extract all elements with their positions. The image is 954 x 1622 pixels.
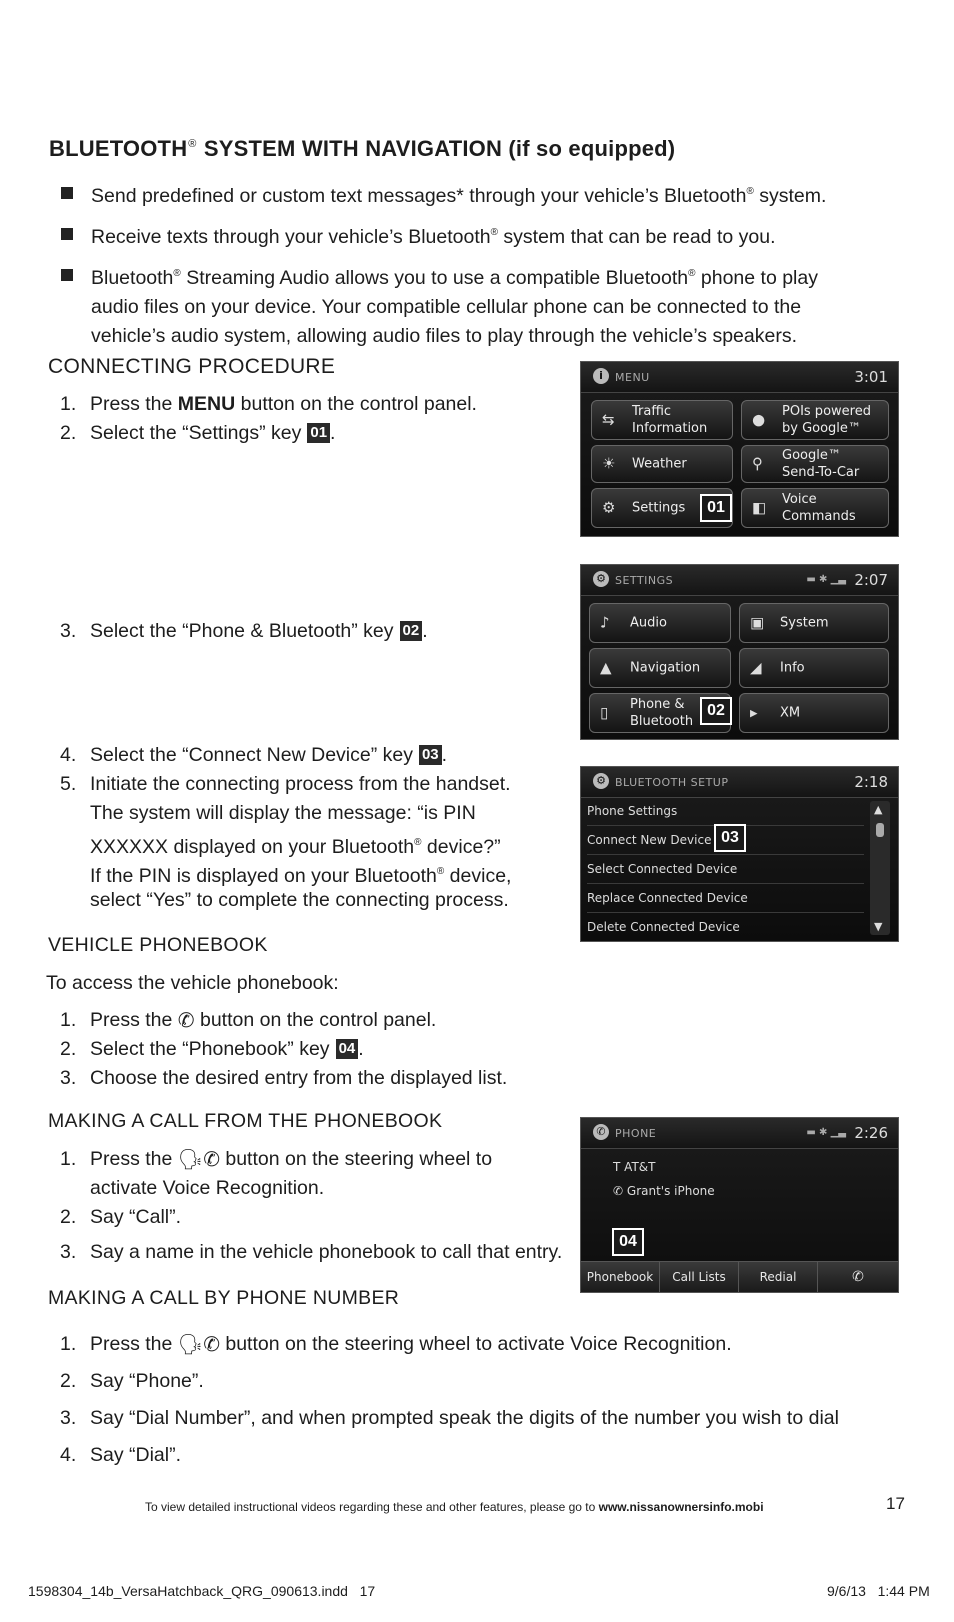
- phone-tab-bar: [581, 1261, 898, 1292]
- voice-phone-icon: 🗣✆: [177, 1149, 220, 1171]
- google-send-to-car-button[interactable]: ⚲ Google™ Send-To-Car: [741, 445, 889, 483]
- bullet-square-icon: [61, 269, 73, 281]
- menu-screen: [580, 361, 899, 537]
- screen-header: ⚙ BLUETOOTH SETUP 2:18: [581, 767, 898, 798]
- weather-button[interactable]: ☀ Weather: [591, 445, 733, 483]
- bullet-item: Bluetooth® Streaming Audio allows you to use a compatible Bluetooth® phone to play audio files on your device. Your compatible cellular phone can be connected to the vehicle’s audio system, allowing audio files to play through the vehicle’s speakers.: [60, 259, 860, 351]
- car-info-icon: ◢: [750, 658, 762, 677]
- clock: 2:26: [854, 1124, 888, 1142]
- phonebook-intro: To access the vehicle phonebook:: [46, 972, 339, 994]
- phone-handset-icon: ✆: [177, 1010, 195, 1032]
- signal-t-icon: T: [613, 1160, 621, 1174]
- screen-header: ⚙ SETTINGS ▬ ✱ ▁▃ 2:07: [581, 565, 898, 596]
- call-number-step-4: 4. Say “Dial”.: [60, 1444, 182, 1466]
- clock: 3:01: [854, 368, 888, 386]
- connect-step-3: 3. Select the “Phone & Bluetooth” key 02 .: [60, 620, 428, 642]
- call-phonebook-heading: MAKING A CALL FROM THE PHONEBOOK: [48, 1110, 443, 1132]
- call-number-step-2: 2. Say “Phone”.: [60, 1370, 204, 1392]
- phonebook-step-2: 2. Select the “Phonebook” key 04 .: [60, 1038, 364, 1060]
- key-badge: 02: [400, 621, 423, 641]
- key-badge: 01: [307, 423, 330, 443]
- connect-step-5-line: If the PIN is displayed on your Bluetooth® device,: [90, 865, 512, 887]
- footer-url[interactable]: www.nissanownersinfo.mobi: [598, 1500, 764, 1514]
- connect-step-5-line: select “Yes” to complete the connecting process.: [90, 889, 509, 911]
- call-number-heading: MAKING A CALL BY PHONE NUMBER: [48, 1287, 400, 1309]
- call-number-step-1: 1. Press the 🗣✆ button on the steering wheel to activate Voice Recognition.: [60, 1330, 732, 1360]
- connect-step-5: 5. Initiate the connecting process from the handset.: [60, 773, 511, 795]
- bullet-square-icon: [61, 187, 73, 199]
- screen-header: ✆ PHONE ▬ ✱ ▁▃ 2:26: [581, 1118, 898, 1149]
- scrollbar[interactable]: [870, 801, 890, 935]
- callout-01: 01: [700, 494, 732, 522]
- phone-icon: ▯: [600, 703, 609, 722]
- phonebook-step-3: 3. Choose the desired entry from the displayed list.: [60, 1067, 508, 1089]
- connect-step-4: 4. Select the “Connect New Device” key 03 .: [60, 744, 448, 766]
- call-phonebook-step-1: 1. Press the 🗣✆ button on the steering wheel to: [60, 1145, 492, 1175]
- settings-icon: ⚙: [593, 571, 609, 587]
- connect-step-5-line: The system will display the message: “is PIN: [90, 802, 476, 824]
- callout-02: 02: [700, 697, 732, 725]
- gear-icon: ⚙: [602, 498, 616, 517]
- bullet-square-icon: [61, 228, 73, 240]
- clock: 2:18: [854, 773, 888, 791]
- call-number-step-3: 3. Say “Dial Number”, and when prompted speak the digits of the number you wish to dial: [60, 1407, 839, 1429]
- list-item[interactable]: Delete Connected Device: [587, 920, 740, 934]
- navigation-button[interactable]: ▲ Navigation: [589, 648, 731, 688]
- call-phonebook-step-1-line: activate Voice Recognition.: [90, 1177, 325, 1199]
- pois-google-button[interactable]: ● POIs powered by Google™: [741, 400, 889, 440]
- phone-screen: [580, 1117, 899, 1293]
- bullet-item: Receive texts through your vehicle’s Bluetooth® system that can be read to you.: [60, 218, 860, 252]
- screen-header: i MENU 3:01: [581, 362, 898, 393]
- weather-icon: ☀: [602, 454, 616, 473]
- print-slug-date: 9/6/13 1:44 PM: [827, 1583, 930, 1599]
- connecting-heading: CONNECTING PROCEDURE: [48, 355, 336, 378]
- phonebook-tab[interactable]: Phonebook: [581, 1262, 660, 1292]
- send-icon: ⚲: [752, 454, 763, 473]
- signal-icon: ▬ ✱ ▁▃: [806, 1127, 846, 1138]
- voice-commands-button[interactable]: ◧ Voice Commands: [741, 488, 889, 528]
- page-number: 17: [886, 1494, 905, 1513]
- phonebook-heading: VEHICLE PHONEBOOK: [48, 934, 268, 956]
- list-item[interactable]: Connect New Device: [587, 826, 864, 855]
- scroll-up-icon[interactable]: ▲: [874, 803, 883, 816]
- pin-icon: ●: [752, 410, 766, 429]
- print-slug-file: 1598304_14b_VersaHatchback_QRG_090613.indd 17: [28, 1583, 376, 1599]
- scroll-down-icon[interactable]: ▼: [874, 920, 883, 933]
- scroll-thumb[interactable]: [876, 823, 884, 837]
- voice-icon: ◧: [752, 498, 767, 517]
- page-title: BLUETOOTH® SYSTEM WITH NAVIGATION (if so equipped): [49, 136, 676, 161]
- call-phonebook-step-2: 2. Say “Call”.: [60, 1206, 182, 1228]
- traffic-icon: ⇆: [602, 410, 615, 429]
- xm-button[interactable]: ▸ XM: [739, 693, 889, 733]
- connect-step-5-line: XXXXXX displayed on your Bluetooth® device?”: [90, 836, 501, 858]
- connect-step-2: 2. Select the “Settings” key 01 .: [60, 422, 336, 444]
- traffic-information-button[interactable]: ⇆ Traffic Information: [591, 400, 733, 440]
- info-button[interactable]: ◢ Info: [739, 648, 889, 688]
- phonebook-step-1: 1. Press the ✆ button on the control panel.: [60, 1006, 436, 1036]
- info-icon: i: [593, 368, 609, 384]
- key-badge: 04: [336, 1039, 359, 1059]
- key-badge: 03: [419, 745, 442, 765]
- clock: 2:07: [854, 571, 888, 589]
- connected-device-label: ✆ Grant's iPhone: [613, 1184, 715, 1198]
- call-button[interactable]: [818, 1262, 898, 1292]
- voice-phone-icon: 🗣✆: [177, 1334, 220, 1356]
- phone-bluetooth-button[interactable]: ▯ Phone & Bluetooth: [589, 693, 731, 733]
- carrier-label: T AT&T: [613, 1160, 656, 1174]
- redial-tab[interactable]: Redial: [739, 1262, 818, 1292]
- list-item[interactable]: Select Connected Device: [587, 855, 864, 884]
- feature-bullets: [60, 177, 860, 358]
- footer-note: To view detailed instructional videos regarding these and other features, please go to www.nissanownersinfo.mobi: [145, 1500, 764, 1514]
- call-lists-tab[interactable]: Call Lists: [660, 1262, 739, 1292]
- settings-screen: [580, 564, 899, 740]
- phone-handset-icon: ✆: [613, 1184, 624, 1198]
- bullet-item: Send predefined or custom text messages* through your vehicle’s Bluetooth® system.: [60, 177, 860, 211]
- navigation-arrow-icon: ▲: [600, 658, 612, 677]
- list-item[interactable]: Phone Settings: [587, 797, 864, 826]
- settings-button[interactable]: ⚙ Settings: [591, 488, 733, 528]
- music-note-icon: ♪: [600, 613, 610, 632]
- call-phonebook-step-3: 3. Say a name in the vehicle phonebook to call that entry.: [60, 1241, 563, 1263]
- handset-icon: ✆: [852, 1269, 864, 1285]
- audio-button[interactable]: ♪ Audio: [589, 603, 731, 643]
- list-item[interactable]: Replace Connected Device: [587, 884, 864, 913]
- callout-04: 04: [612, 1228, 644, 1256]
- callout-03: 03: [714, 824, 746, 852]
- connect-step-1: 1. Press the MENU button on the control panel.: [60, 393, 477, 415]
- signal-icon: ▬ ✱ ▁▃: [806, 574, 846, 585]
- xm-icon: ▸: [750, 703, 758, 722]
- settings-icon: ⚙: [593, 773, 609, 789]
- system-button[interactable]: ▣ System: [739, 603, 889, 643]
- system-icon: ▣: [750, 613, 765, 632]
- bluetooth-setup-screen: [580, 766, 899, 942]
- phone-app-icon: ✆: [593, 1124, 609, 1140]
